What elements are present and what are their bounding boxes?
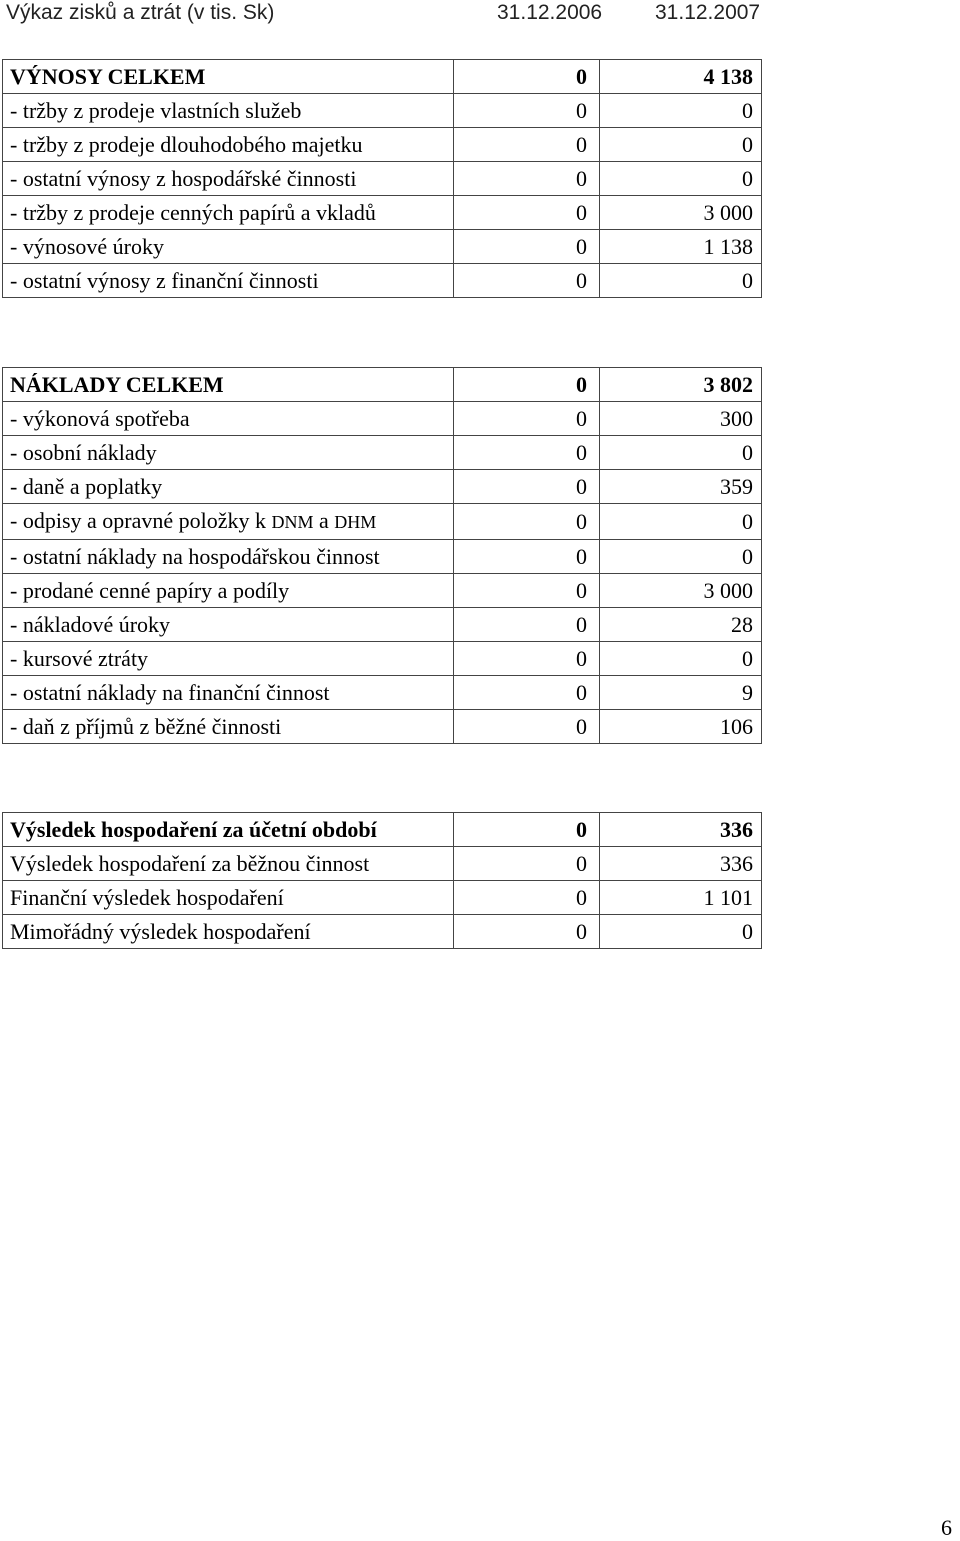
row-label: - osobní náklady (3, 436, 454, 470)
table-row (3, 94, 762, 128)
value-2007: 3 802 (600, 368, 762, 402)
value-2006: 0 (454, 230, 600, 264)
value-2006: 0 (454, 60, 600, 94)
value-2006: 0 (454, 196, 600, 230)
row-label: - ostatní výnosy z finanční činnosti (3, 264, 454, 298)
value-2006: 0 (454, 368, 600, 402)
table-row (3, 540, 762, 574)
row-label: - tržby z prodeje dlouhodobého majetku (3, 128, 454, 162)
value-2006: 0 (454, 128, 600, 162)
page-number: 6 (941, 1515, 952, 1540)
value-2007: 28 (600, 608, 762, 642)
row-label: - daň z příjmů z běžné činnosti (3, 710, 454, 744)
value-2006: 0 (454, 915, 600, 949)
value-2006: 0 (454, 470, 600, 504)
table-row (3, 196, 762, 230)
table-row-total (3, 368, 762, 402)
table-row (3, 881, 762, 915)
value-2007: 0 (600, 128, 762, 162)
table-row-total (3, 813, 762, 847)
row-label: - tržby z prodeje cenných papírů a vkladů (3, 196, 454, 230)
value-2006: 0 (454, 540, 600, 574)
table-row (3, 915, 762, 949)
value-2006: 0 (454, 847, 600, 881)
value-2007: 336 (600, 813, 762, 847)
table-row (3, 642, 762, 676)
row-label: Finanční výsledek hospodaření (3, 881, 454, 915)
value-2006: 0 (454, 676, 600, 710)
value-2006: 0 (454, 436, 600, 470)
column-header-2006: 31.12.2006 (497, 1, 603, 24)
row-label-abbr-dnm: DNM (271, 512, 314, 532)
value-2007: 0 (600, 504, 762, 540)
value-2007: 9 (600, 676, 762, 710)
row-label-mid: a (313, 508, 335, 533)
row-label: NÁKLADY CELKEM (3, 368, 454, 402)
column-header-2007: 31.12.2007 (655, 1, 761, 24)
value-2006: 0 (454, 710, 600, 744)
row-label: - ostatní výnosy z hospodářské činnosti (3, 162, 454, 196)
value-2006: 0 (454, 813, 600, 847)
table-row (3, 847, 762, 881)
row-label: - ostatní náklady na finanční činnost (3, 676, 454, 710)
value-2007: 3 000 (600, 574, 762, 608)
table-row (3, 264, 762, 298)
value-2006: 0 (454, 264, 600, 298)
row-label: Výsledek hospodaření za účetní období (3, 813, 454, 847)
table-row (3, 402, 762, 436)
results-table (2, 812, 762, 949)
row-label (3, 504, 454, 540)
value-2007: 3 000 (600, 196, 762, 230)
row-label: Výsledek hospodaření za běžnou činnost (3, 847, 454, 881)
table-row (3, 676, 762, 710)
table-row-total (3, 60, 762, 94)
value-2007: 4 138 (600, 60, 762, 94)
value-2007: 0 (600, 94, 762, 128)
value-2006: 0 (454, 574, 600, 608)
row-label: Mimořádný výsledek hospodaření (3, 915, 454, 949)
value-2006: 0 (454, 608, 600, 642)
table-row (3, 230, 762, 264)
row-label: - daně a poplatky (3, 470, 454, 504)
value-2006: 0 (454, 162, 600, 196)
value-2007: 336 (600, 847, 762, 881)
value-2007: 106 (600, 710, 762, 744)
value-2006: 0 (454, 402, 600, 436)
value-2007: 300 (600, 402, 762, 436)
row-label: - ostatní náklady na hospodářskou činnost (3, 540, 454, 574)
table-row (3, 162, 762, 196)
row-label: VÝNOSY CELKEM (3, 60, 454, 94)
value-2007: 1 101 (600, 881, 762, 915)
value-2007: 0 (600, 540, 762, 574)
value-2007: 0 (600, 436, 762, 470)
table-row (3, 504, 762, 540)
row-label-abbr-dhm: DHM (334, 512, 377, 532)
table-row (3, 608, 762, 642)
value-2006: 0 (454, 881, 600, 915)
report-title: Výkaz zisků a ztrát (v tis. Sk) (6, 1, 275, 24)
row-label: - výkonová spotřeba (3, 402, 454, 436)
value-2007: 0 (600, 915, 762, 949)
row-label: - tržby z prodeje vlastních služeb (3, 94, 454, 128)
value-2006: 0 (454, 504, 600, 540)
table-row (3, 470, 762, 504)
costs-table (2, 367, 762, 744)
table-row (3, 128, 762, 162)
row-label-prefix: - odpisy a opravné položky k (10, 508, 272, 533)
value-2006: 0 (454, 94, 600, 128)
table-row (3, 710, 762, 744)
value-2006: 0 (454, 642, 600, 676)
table-row (3, 574, 762, 608)
row-label: - prodané cenné papíry a podíly (3, 574, 454, 608)
report-header (0, 0, 780, 30)
value-2007: 359 (600, 470, 762, 504)
value-2007: 0 (600, 264, 762, 298)
value-2007: 0 (600, 642, 762, 676)
table-row (3, 436, 762, 470)
revenues-table (2, 59, 762, 298)
row-label: - nákladové úroky (3, 608, 454, 642)
value-2007: 1 138 (600, 230, 762, 264)
row-label: - výnosové úroky (3, 230, 454, 264)
value-2007: 0 (600, 162, 762, 196)
row-label: - kursové ztráty (3, 642, 454, 676)
